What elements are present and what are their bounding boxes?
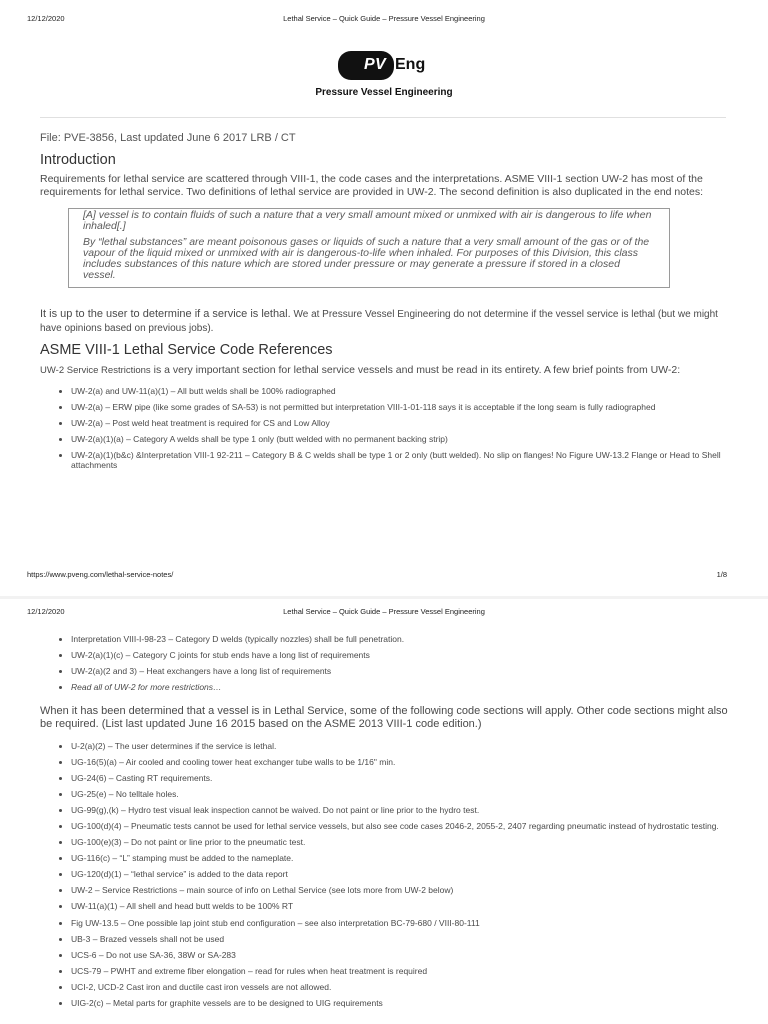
code-sections-list xyxy=(40,741,730,1009)
definition-quote-2: By “lethal substances” are meant poisonous gases or liquids of such a nature that a very small amount of the gas or of the vapour of the liquid mixed or unmixed with air is dangerous-to-life when inhaled. For purposes of this Division, this class includes substances of this nature which are stored under pressure or may generate a pressure if stored in a closed vessel. xyxy=(83,236,650,281)
intro-paragraph: Requirements for lethal service are scattered through VIII-1, the code cases and the interpretations. ASME VIII-1 section UW-2 has most of the requirements for lethal service. Two definitions of lethal service are provided in UW-2. The second definition is also duplicated in the end notes: xyxy=(40,173,704,198)
definition-quote-1: [A] vessel is to contain fluids of such a nature that a very small amount mixed or unmixed with air is dangerous to life when inhaled[.] xyxy=(83,209,652,232)
logo-word: Eng xyxy=(395,56,426,73)
list-item: • Fig UW-13.5 – One possible lap joint stub end configuration – see also interpretation BC-79-680 / VIII-80-111 xyxy=(71,918,730,929)
page1-footer xyxy=(27,570,741,582)
list-item: • UW-11(a)(1) – All shell and head butt welds to be 100% RT xyxy=(71,901,730,912)
uw2-points-list-cont xyxy=(40,634,730,693)
lethal-service-applies-paragraph: When it has been determined that a vessel is in Lethal Service, some of the following code sections will apply. Other code sections might also be required. (List last updated June 16 2015 based on the ASME 2013 VIII-1 code edition.) xyxy=(40,704,728,730)
list-item: • UW-2(a) – ERW pipe (like some grades of SA-53) is not permitted but interpretation VIII-1-01-118 says it is acceptable if the long seam is fully radiographed xyxy=(71,402,730,413)
page2-header xyxy=(27,607,741,619)
user-para-rest: We at Pressure Vessel Engineering do not determine if the vessel service is lethal (but we might have opinions based on previous jobs). xyxy=(40,309,718,334)
list-item: • Interpretation VIII-I-98-23 – Category D welds (typically nozzles) shall be full penetration. xyxy=(71,634,730,645)
page1-content xyxy=(40,132,730,476)
list-item: • UG-120(d)(1) – “lethal service” is added to the data report xyxy=(71,869,730,880)
asme-heading: ASME VIII-1 Lethal Service Code References xyxy=(40,342,333,358)
list-item: • UW-2(a)(2 and 3) – Heat exchangers have a long list of requirements xyxy=(71,666,730,677)
user-determines-paragraph xyxy=(40,308,730,335)
list-item: • UG-99(g),(k) – Hydro test visual leak inspection cannot be waived. Do not paint or line prior to the hydro test. xyxy=(71,805,730,816)
page-url[interactable]: https://www.pveng.com/lethal-service-notes/ xyxy=(27,570,174,579)
page-break xyxy=(0,596,768,599)
uw2-paragraph xyxy=(40,364,730,378)
print-title: Lethal Service – Quick Guide – Pressure Vessel Engineering xyxy=(283,607,485,616)
list-item: • UCS-6 – Do not use SA-36, 38W or SA-283 xyxy=(71,950,730,961)
print-date: 12/12/2020 xyxy=(27,14,65,23)
list-item: • UW-2(a)(1)(b&c) &Interpretation VIII-1 92-211 – Category B & C welds shall be type 1 or 2 only (butt welded). No slip on flanges! No Figure UW-13.2 Flange or Head to Shell attachments xyxy=(71,450,730,471)
print-date: 12/12/2020 xyxy=(27,607,65,616)
file-line: File: PVE-3856, Last updated June 6 2017 LRB / CT xyxy=(40,132,296,144)
list-item: • UG-100(d)(4) – Pneumatic tests cannot be used for lethal service vessels, but also see code cases 2046-2, 2055-2, 2407 regarding pneumatic instead of hydrostatic testing. xyxy=(71,821,730,832)
page-number: 1/8 xyxy=(716,570,727,579)
list-item: • Read all of UW-2 for more restrictions… xyxy=(71,682,730,693)
list-item: • UW-2(a)(1)(a) – Category A welds shall be type 1 only (butt welded with no permanent backing strip) xyxy=(71,434,730,445)
list-item: • UCI-2, UCD-2 Cast iron and ductile cast iron vessels are not allowed. xyxy=(71,982,730,993)
list-item: • UG-100(e)(3) – Do not paint or line prior to the pneumatic test. xyxy=(71,837,730,848)
uw2-points-list xyxy=(40,386,730,471)
logo-tagline: Pressure Vessel Engineering xyxy=(315,87,453,98)
list-item: • U-2(a)(2) – The user determines if the service is lethal. xyxy=(71,741,730,752)
page2-content xyxy=(40,634,730,1014)
definition-blockquote xyxy=(68,208,670,288)
user-para-first: It is up to the user to determine if a service is lethal. xyxy=(40,308,291,320)
list-item: • UIG-2(c) – Metal parts for graphite vessels are to be designed to UIG requirements xyxy=(71,998,730,1009)
uw2-link[interactable]: UW-2 Service Restrictions xyxy=(40,365,151,376)
list-item: • UW-2(a)(1)(c) – Category C joints for stub ends have a long list of requirements xyxy=(71,650,730,661)
divider xyxy=(40,117,726,118)
logo-mark: PV xyxy=(364,56,386,73)
list-item: • UG-116(c) – “L” stamping must be added to the nameplate. xyxy=(71,853,730,864)
list-item: • UG-16(5)(a) – Air cooled and cooling tower heat exchanger tube walls to be 1/16" min. xyxy=(71,757,730,768)
uw2-para-rest: is a very important section for lethal service vessels and must be read in its entirety. A few brief points from UW-2: xyxy=(150,364,681,376)
list-item: • UCS-79 – PWHT and extreme fiber elongation – read for rules when heat treatment is required xyxy=(71,966,730,977)
page1-header xyxy=(27,14,741,26)
list-item: • UG-25(e) – No telltale holes. xyxy=(71,789,730,800)
list-item: • UW-2 – Service Restrictions – main source of info on Lethal Service (see lots more from UW-2 below) xyxy=(71,885,730,896)
pveng-logo[interactable] xyxy=(338,50,438,82)
list-item: • UG-24(6) – Casting RT requirements. xyxy=(71,773,730,784)
print-title: Lethal Service – Quick Guide – Pressure Vessel Engineering xyxy=(283,14,485,23)
intro-heading: Introduction xyxy=(40,152,116,168)
list-item: • UW-2(a) and UW-11(a)(1) – All butt welds shall be 100% radiographed xyxy=(71,386,730,397)
list-item: • UB-3 – Brazed vessels shall not be used xyxy=(71,934,730,945)
list-item: • UW-2(a) – Post weld heat treatment is required for CS and Low Alloy xyxy=(71,418,730,429)
